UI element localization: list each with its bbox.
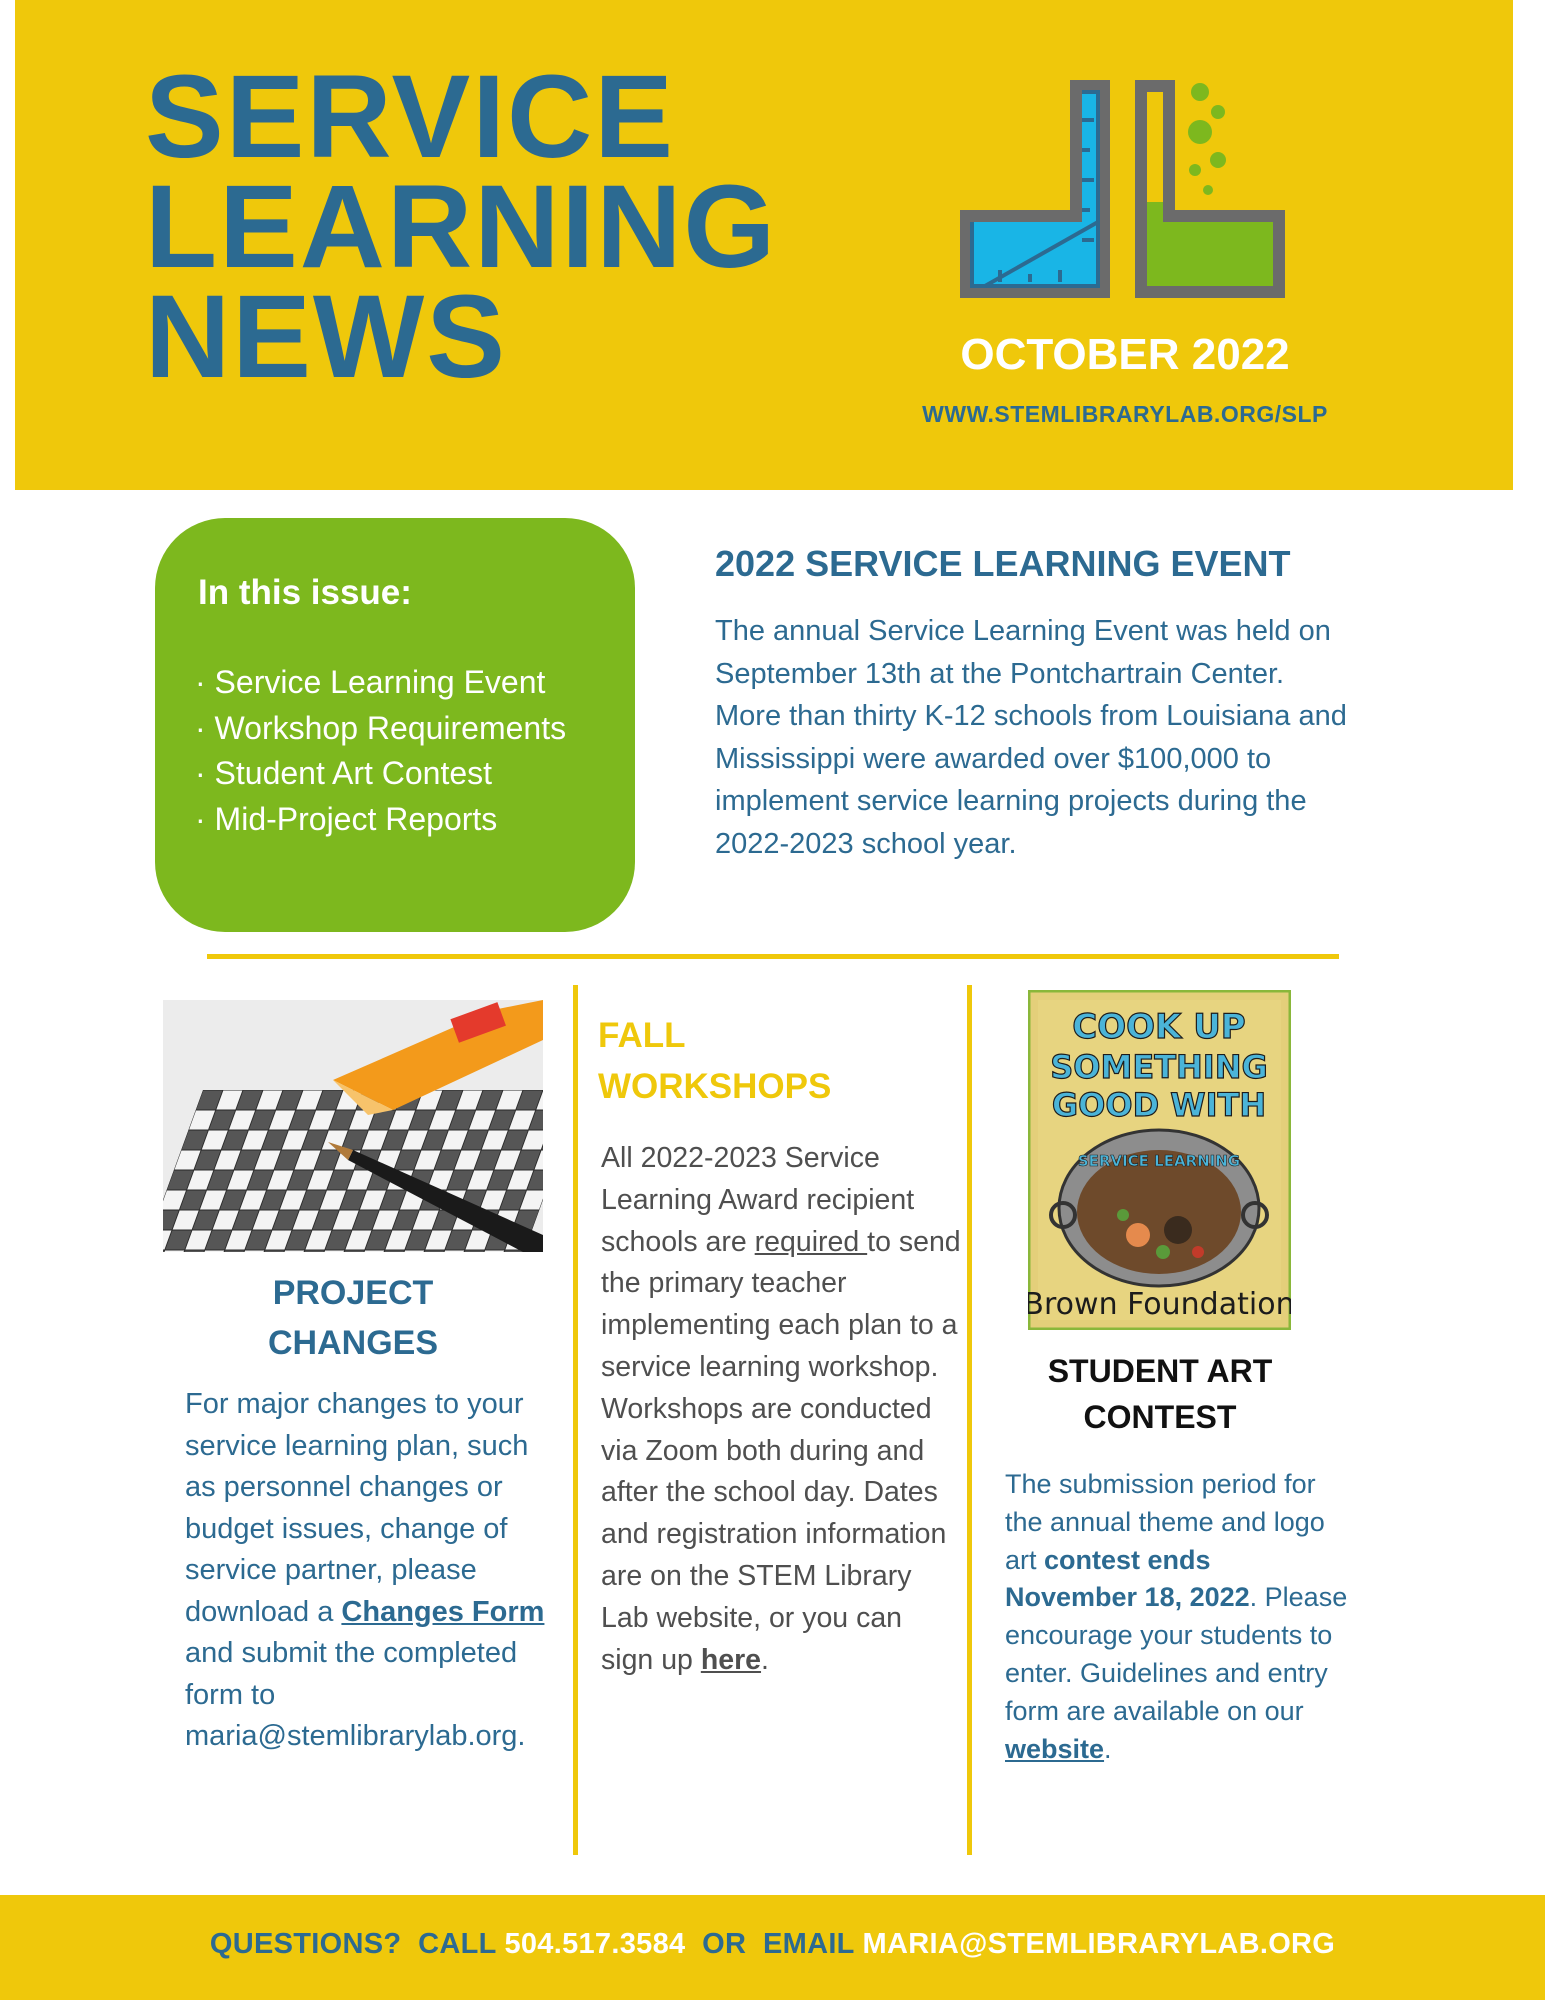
column-divider-right <box>967 985 972 1855</box>
title-line-2: LEARNING <box>145 161 778 293</box>
event-heading: 2022 SERVICE LEARNING EVENT <box>715 543 1291 584</box>
project-heading-line-1: PROJECT <box>272 1274 434 1312</box>
footer-email-label: EMAIL <box>762 1928 855 1960</box>
art-heading-line-1: STUDENT ART <box>1047 1353 1273 1389</box>
fall-heading-line-2: WORKSHOPS <box>598 1067 832 1106</box>
newsletter-title <box>145 51 785 403</box>
fall-body-start: All 2022-2023 Service Learning Award recipient schools are <box>601 1142 915 1258</box>
footer-phone[interactable]: 504.517.3584 <box>504 1928 686 1960</box>
contest-deadline: contest ends November 18, 2022 <box>1005 1544 1250 1613</box>
fall-workshops-heading <box>598 1010 928 1112</box>
fall-body-mid: to send the primary teacher implementing each plan to a service learning workshop. Workshops are conducted via Zoom both during and after the school day. Dates and registration information are on the STEM Library Lab website, or you can sign up <box>601 1225 961 1676</box>
issue-item-reports: · Mid-Project Reports <box>195 800 498 837</box>
art-contest-poster <box>1028 990 1291 1330</box>
title-line-3: NEWS <box>145 271 507 403</box>
project-heading-line-2: CHANGES <box>267 1324 439 1362</box>
art-website-link[interactable]: website <box>1005 1733 1105 1764</box>
poster-line-1: COOK UP <box>1072 1007 1246 1047</box>
column-divider-left <box>573 985 578 1855</box>
required-text: required <box>754 1225 868 1258</box>
issue-item-art-contest: · Student Art Contest <box>195 755 493 791</box>
footer-contact <box>0 1928 1545 1961</box>
in-this-issue-list <box>195 660 566 842</box>
project-changes-heading <box>163 1268 543 1368</box>
poster-line-3: GOOD WITH <box>1051 1086 1267 1124</box>
art-heading-line-2: CONTEST <box>1083 1399 1237 1435</box>
poster-footer: Brown Foundation <box>1028 1287 1291 1322</box>
art-contest-heading <box>1000 1348 1320 1440</box>
project-body-end: and submit the completed form to maria@stemlibrarylab.org. <box>185 1637 526 1752</box>
poster-badge: SERVICE LEARNING <box>1077 1152 1241 1170</box>
footer-call: CALL <box>418 1928 497 1960</box>
project-body-start: For major changes to your service learning plan, such as personnel changes or budget issues, change of service partner, please download a <box>185 1388 529 1628</box>
footer-questions: QUESTIONS? <box>209 1928 402 1960</box>
poster-line-2: SOMETHING <box>1050 1048 1268 1086</box>
title-line-1: SERVICE <box>145 51 675 183</box>
issue-month: OCTOBER 2022 <box>960 330 1290 379</box>
project-changes-body <box>185 1384 545 1758</box>
footer-or: OR <box>702 1928 747 1960</box>
stem-library-lab-logo-icon <box>950 70 1295 310</box>
in-this-issue-title: In this issue: <box>198 573 412 612</box>
issue-item-event: · Service Learning Event <box>195 664 546 700</box>
website-link[interactable]: WWW.STEMLIBRARYLAB.ORG/SLP <box>922 401 1328 427</box>
issue-item-workshops: · Workshop Requirements <box>195 709 567 746</box>
art-body-start: The submission period for the annual theme and logo art <box>1005 1469 1325 1575</box>
fall-body-end: . <box>761 1643 769 1676</box>
event-body: The annual Service Learning Event was held on September 13th at the Pontchartrain Center. More than thirty K-12 schools from Louisiana and Mississippi were awarded over $100,000 to implement service learning projects during the 2022-2023 school year. <box>715 615 1347 860</box>
fall-workshops-body <box>601 1138 961 1681</box>
section-divider <box>207 954 1339 959</box>
art-body-mid: . Please encourage your students to enter. Guidelines and entry form are available on our <box>1005 1582 1348 1726</box>
art-body-end: . <box>1104 1733 1112 1764</box>
here-link[interactable]: here <box>700 1643 762 1676</box>
changes-form-link[interactable]: Changes Form <box>341 1595 545 1628</box>
footer-email[interactable]: MARIA@STEMLIBRARYLAB.ORG <box>862 1928 1336 1960</box>
fall-heading-line-1: FALL <box>598 1016 686 1055</box>
art-contest-body <box>1005 1466 1350 1768</box>
crossword-photo <box>163 1000 543 1252</box>
